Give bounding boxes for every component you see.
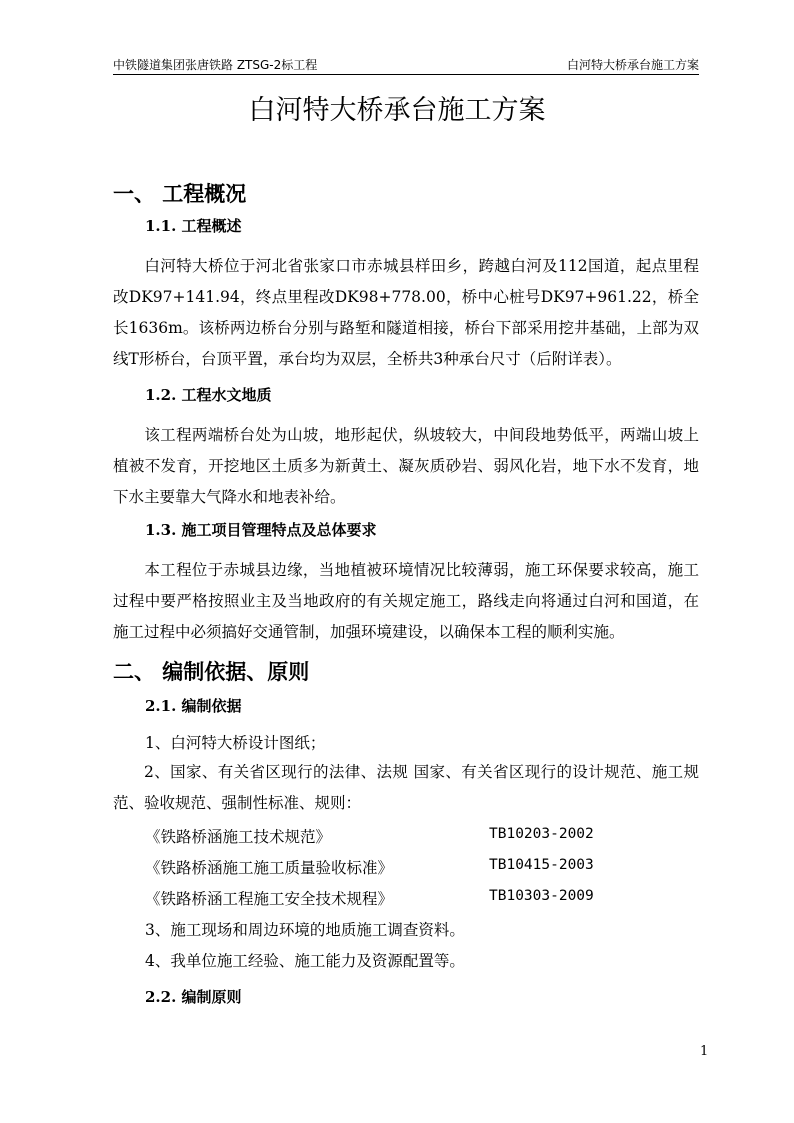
list-item-4: 4、我单位施工经验、施工能力及资源配置等。 bbox=[145, 952, 465, 970]
document-title: 白河特大桥承台施工方案 bbox=[248, 95, 546, 126]
section-heading-1: 一、 工程概况 bbox=[113, 181, 247, 206]
paragraph-1-3 bbox=[113, 555, 699, 648]
list-item-1: 1、白河特大桥设计图纸； bbox=[145, 734, 326, 752]
subsection-heading-1-2: 1.2. 工程水文地质 bbox=[145, 386, 272, 404]
header-left: 中铁隧道集团张唐铁路 ZTSG-2标工程 bbox=[113, 58, 318, 72]
standard-name: 《铁路桥涵工程施工安全技术规程》 bbox=[145, 890, 394, 908]
list-item-2-text: 2、国家、有关省区现行的法律、法规 国家、有关省区现行的设计规范、施工规范、验收规范、强制性标准、规则： bbox=[113, 763, 699, 812]
standard-code: TB10203-2002 bbox=[489, 826, 594, 842]
list-item-3: 3、施工现场和周边环境的地质施工调查资料。 bbox=[145, 921, 465, 939]
subsection-heading-1-1: 1.1. 工程概述 bbox=[145, 217, 242, 235]
section-heading-2: 二、 编制依据、原则 bbox=[113, 659, 310, 684]
standard-code: TB10303-2009 bbox=[489, 888, 594, 904]
list-item-2 bbox=[113, 757, 699, 819]
header-right: 白河特大桥承台施工方案 bbox=[567, 58, 700, 72]
paragraph-1-2-text: 该工程两端桥台处为山坡，地形起伏，纵坡较大，中间段地势低平，两端山坡上植被不发育，开挖地区土质多为新黄土、凝灰质砂岩、弱风化岩，地下水不发育，地下水主要靠大气降水和地表补给。 bbox=[113, 426, 699, 506]
paragraph-1-1 bbox=[113, 251, 699, 375]
paragraph-1-3-text: 本工程位于赤城县边缘，当地植被环境情况比较薄弱，施工环保要求较高，施工过程中要严格按照业主及当地政府的有关规定施工，路线走向将通过白河和国道，在施工过程中必须搞好交通管制，加强环境建设，以确保本工程的顺利实施。 bbox=[113, 561, 699, 641]
subsection-heading-1-3: 1.3. 施工项目管理特点及总体要求 bbox=[145, 521, 377, 539]
subsection-heading-2-2: 2.2. 编制原则 bbox=[145, 988, 242, 1006]
header-divider bbox=[113, 74, 699, 75]
standard-name: 《铁路桥涵施工施工质量验收标准》 bbox=[145, 859, 394, 877]
paragraph-1-1-text: 白河特大桥位于河北省张家口市赤城县样田乡，跨越白河及112国道，起点里程改DK97+141.94，终点里程改DK98+778.00，桥中心桩号DK97+961.22，桥全长1636m。该桥两边桥台分别与路堑和隧道相接，桥台下部采用挖井基础，上部为双线T形桥台，台顶平置，承台均为双层，全桥共3种承台尺寸（后附详表）。 bbox=[113, 257, 699, 368]
paragraph-1-2 bbox=[113, 420, 699, 513]
subsection-heading-2-1: 2.1. 编制依据 bbox=[145, 697, 242, 715]
page-number: 1 bbox=[700, 1044, 709, 1059]
standard-name: 《铁路桥涵施工技术规范》 bbox=[145, 828, 332, 846]
standard-code: TB10415-2003 bbox=[489, 857, 594, 873]
